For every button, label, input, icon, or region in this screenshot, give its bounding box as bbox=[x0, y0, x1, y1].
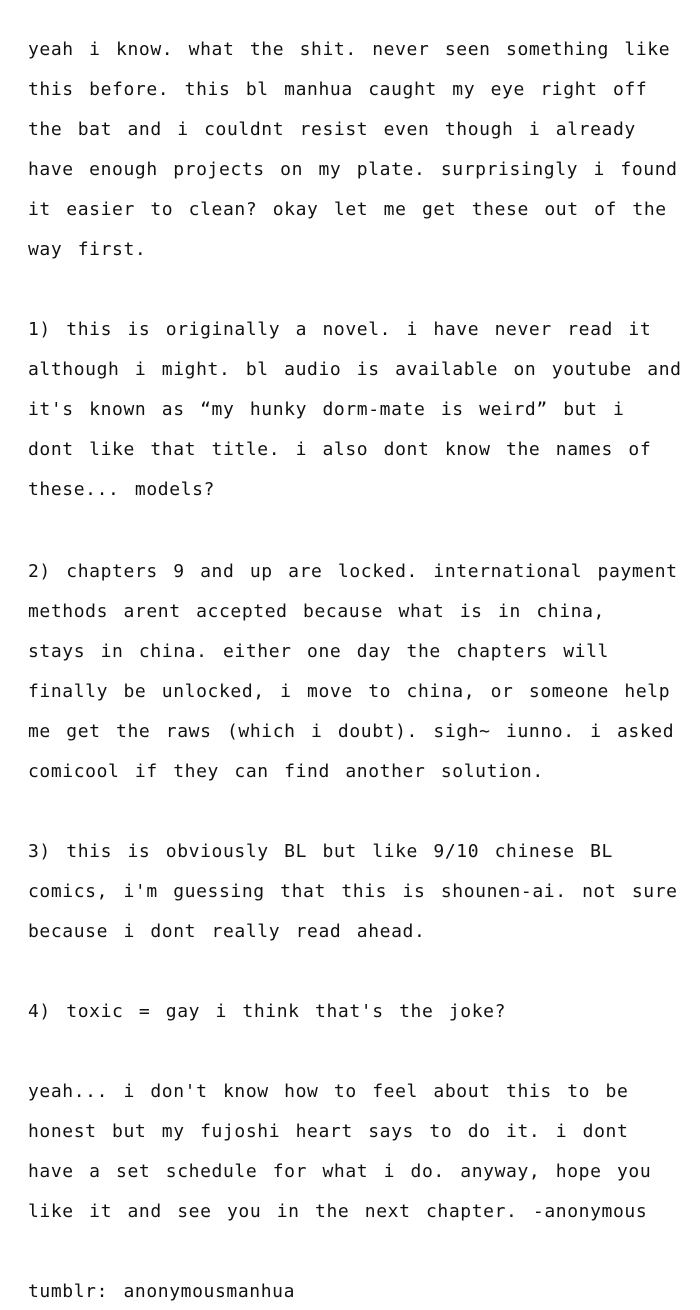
intro-line-2: this before. this bl manhua caught my eye right off bbox=[28, 79, 648, 100]
intro-line-1: yeah i know. what the shit. never seen something like bbox=[28, 39, 671, 60]
intro-line-3: the bat and i couldnt resist even though i already bbox=[28, 119, 636, 140]
note3-line-1: 3) this is obviously BL but like 9/10 chinese BL bbox=[28, 841, 613, 862]
note1-line-2: although i might. bl audio is available on youtube and bbox=[28, 359, 682, 380]
note2-line-6: comicool if they can find another solution. bbox=[28, 761, 544, 782]
note1-line-1: 1) this is originally a novel. i have never read it bbox=[28, 319, 652, 340]
note2-line-3: stays in china. either one day the chapters will bbox=[28, 641, 609, 662]
note3-line-2: comics, i'm guessing that this is shounen-ai. not sure bbox=[28, 881, 678, 902]
note2-line-4: finally be unlocked, i move to china, or someone help bbox=[28, 681, 671, 702]
note2-line-1: 2) chapters 9 and up are locked. international payment bbox=[28, 561, 678, 582]
note2-line-5: me get the raws (which i doubt). sigh~ iunno. i asked bbox=[28, 721, 675, 742]
note4-line-1: 4) toxic = gay i think that's the joke? bbox=[28, 1001, 507, 1022]
note2-line-2: methods arent accepted because what is in china, bbox=[28, 601, 605, 622]
outro-line-2: honest but my fujoshi heart says to do it. i dont bbox=[28, 1121, 629, 1142]
intro-line-4: have enough projects on my plate. surprisingly i found bbox=[28, 159, 678, 180]
note1-line-5: these... models? bbox=[28, 479, 215, 500]
intro-line-6: way first. bbox=[28, 239, 147, 260]
intro-line-5: it easier to clean? okay let me get these out of the bbox=[28, 199, 667, 220]
tumblr-handle: tumblr: anonymousmanhua bbox=[28, 1281, 296, 1302]
outro-line-1: yeah... i don't know how to feel about this to be bbox=[28, 1081, 629, 1102]
outro-line-4: like it and see you in the next chapter. -anonymous bbox=[28, 1201, 648, 1222]
note1-line-3: it's known as “my hunky dorm-mate is weird” but i bbox=[28, 399, 625, 420]
note3-line-3: because i dont really read ahead. bbox=[28, 921, 426, 942]
outro-line-3: have a set schedule for what i do. anyway, hope you bbox=[28, 1161, 652, 1182]
note1-line-4: dont like that title. i also dont know the names of bbox=[28, 439, 652, 460]
